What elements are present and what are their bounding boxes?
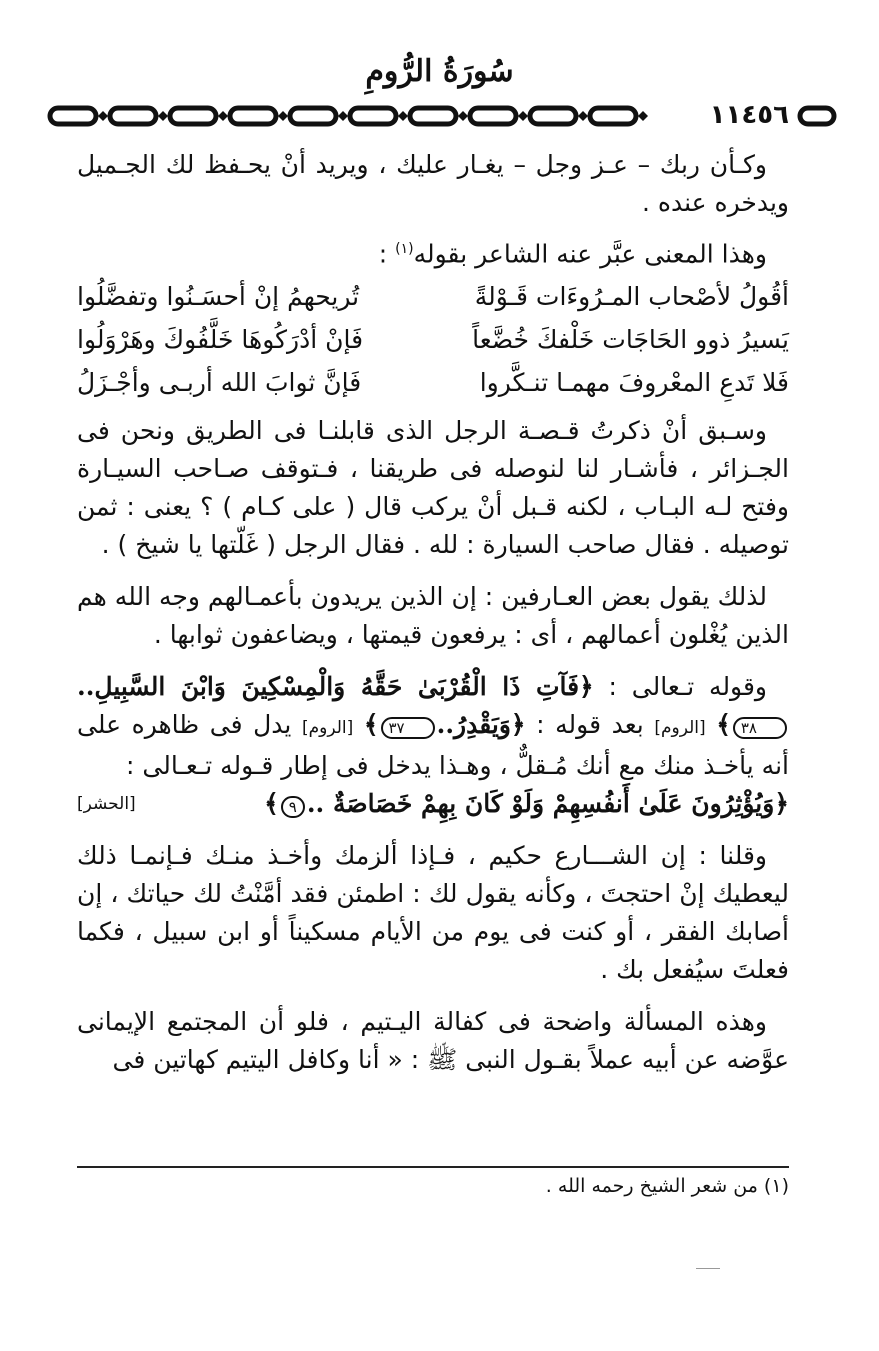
verse-close-bracket: ﴾ bbox=[716, 710, 731, 740]
footnote: (١) من شعر الشيخ رحمه الله . bbox=[545, 1175, 789, 1197]
chain-link bbox=[230, 108, 276, 124]
surah-reference: [الحشر] bbox=[77, 794, 136, 815]
main-text bbox=[77, 146, 789, 1079]
paragraph-4: لذلك يقول بعض العـارفين : إن الذين يريدون بأعمـالهم وجه الله هم الذين يُغْلون أعمالهم ، أى : يرفعون قيمتها ، ويضاعفون ثوابها . bbox=[77, 582, 789, 650]
paragraph-5-intro: وقوله تـعالى : bbox=[593, 672, 767, 702]
poem-hemistich-first: يَسيرُ ذوو الحَاجَات خَلْفكَ خُضَّعاً bbox=[472, 325, 789, 355]
verse-line bbox=[77, 785, 789, 823]
poem-verse bbox=[77, 318, 789, 361]
chain-diamond bbox=[638, 111, 648, 121]
poem-verse bbox=[77, 361, 789, 404]
paragraph-5-mid: بعد قوله : bbox=[525, 710, 655, 740]
chain-link bbox=[800, 108, 834, 124]
chain-diamond bbox=[158, 111, 168, 121]
page-mark bbox=[696, 1268, 720, 1269]
paragraph-1: وكـأن ربك – عـز وجل – يغـار عليك ، ويريد أنْ يحـفظ لك الجـميل ويدخره عنده . bbox=[77, 150, 789, 217]
chain-diamond bbox=[518, 111, 528, 121]
chain-diamond bbox=[338, 111, 348, 121]
quran-verse-3: ﴿وَيُؤْثِرُونَ عَلَىٰ أَنفُسِهِمْ وَلَوْ كَانَ بِهِمْ خَصَاصَةٌ .. bbox=[306, 789, 789, 819]
chain-link bbox=[350, 108, 396, 124]
chain-link bbox=[50, 108, 96, 124]
paragraph-2 bbox=[77, 230, 789, 273]
chain-link bbox=[410, 108, 456, 124]
surah-reference: [الروم] bbox=[654, 718, 706, 739]
surah-reference: [الروم] bbox=[301, 718, 354, 739]
chain-diamond bbox=[458, 111, 468, 121]
paragraph-2-end: : bbox=[378, 239, 396, 269]
footnote-divider bbox=[77, 1166, 789, 1168]
chain-link bbox=[590, 108, 636, 124]
poem-verse bbox=[77, 275, 789, 318]
chain-link bbox=[110, 108, 156, 124]
chain-link bbox=[470, 108, 516, 124]
paragraph-6: وقلنا : إن الشـــارع حكيم ، فـإذا ألزمك وأخـذ منـك فـإنمـا ذلك ليعطيك إنْ احتجتَ ، وكأنه يقول لك : اطمئن فقد أمَّنْتُ لك حياتك ، إن أصابك الفقر ، أو كنت فى يوم من الأيام مسكيناً أو ابن سبيل ، فكما فعلتَ سيُفعل بك . bbox=[77, 841, 789, 985]
chain-diamond bbox=[578, 111, 588, 121]
chain-diamond bbox=[278, 111, 288, 121]
poem-hemistich-first: فَلا تَدعِ المعْروفَ مهمـا تنـكَّروا bbox=[479, 368, 789, 398]
ayah-number: ٩ bbox=[281, 796, 305, 818]
quran-verse-1: ﴿فَآتِ ذَا الْقُرْبَىٰ حَقَّهُ وَالْمِسْكِينَ وَابْنَ السَّبِيلِ.. bbox=[77, 672, 594, 702]
surah-title: سُورَةُ الرُّومِ bbox=[365, 54, 514, 89]
verse-wrap bbox=[264, 785, 789, 823]
ayah-number: ٣٨ bbox=[733, 717, 787, 739]
chain-link bbox=[290, 108, 336, 124]
ayah-number: ٣٧ bbox=[381, 717, 435, 739]
verse-close-bracket: ﴾ bbox=[363, 710, 379, 740]
quran-verse-2: ﴿وَيَقْدِرُ.. bbox=[436, 710, 526, 740]
chain-diamond bbox=[398, 111, 408, 121]
paragraph-2-text: وهذا المعنى عبَّر عنه الشاعر بقوله bbox=[413, 239, 767, 269]
chain-link bbox=[170, 108, 216, 124]
poem-hemistich-first: أقُولُ لأصْحاب المـرُوءَات قَـوْلةً bbox=[474, 282, 789, 312]
verse-close-bracket: ﴾ bbox=[264, 789, 279, 819]
paragraph-3: وسـبق أنْ ذكرتُ قـصـة الرجل الذى قابلنـا فى الطريق ونحن فى الجـزائر ، فأشـار لنا لنوصله فى طريقنا ، فـتوقف صـاحب السيـارة وفتح لـه البـاب ، لكنه قـبل أنْ يركب قال ( على كـام ) ؟ يعنى : ثمن توصيله . فقال صاحب السيارة : لله . فقال الرجل ( غَلّتها يا شيخ ) . bbox=[77, 416, 789, 560]
chain-diamond bbox=[98, 111, 108, 121]
poem-hemistich-second: فَإنَّ ثوابَ الله أربـى وأجْـزَلُ bbox=[77, 368, 362, 398]
poem-hemistich-second: فَإنْ أدْرَكُوهَا خَلَّفُوكَ وهَرْوَلُوا bbox=[77, 325, 364, 355]
poem bbox=[77, 275, 789, 404]
chain-link bbox=[530, 108, 576, 124]
paragraph-5-cont: يدل فى ظاهره على أنه يأخـذ منك مع أنك مُـقلٌّ ، وهـذا يدخل فى إطار قـوله تـعـالى : bbox=[77, 710, 789, 781]
footnote-marker: (١) bbox=[395, 241, 414, 257]
page-number: ١١٤٥٦ bbox=[704, 97, 795, 133]
poem-hemistich-second: تُريحهمُ إنْ أحسَـنُوا وتفضَّلُوا bbox=[77, 282, 360, 312]
paragraph-5 bbox=[77, 668, 789, 785]
paragraph-7: وهذه المسألة واضحة فى كفالة اليـتيم ، فلو أن المجتمع الإيمانى عوَّضه عن أبيه عملاً بقـول النبى ﷺ : « أنا وكافل اليتيم كهاتين فى bbox=[77, 1007, 789, 1075]
chain-diamond bbox=[218, 111, 228, 121]
